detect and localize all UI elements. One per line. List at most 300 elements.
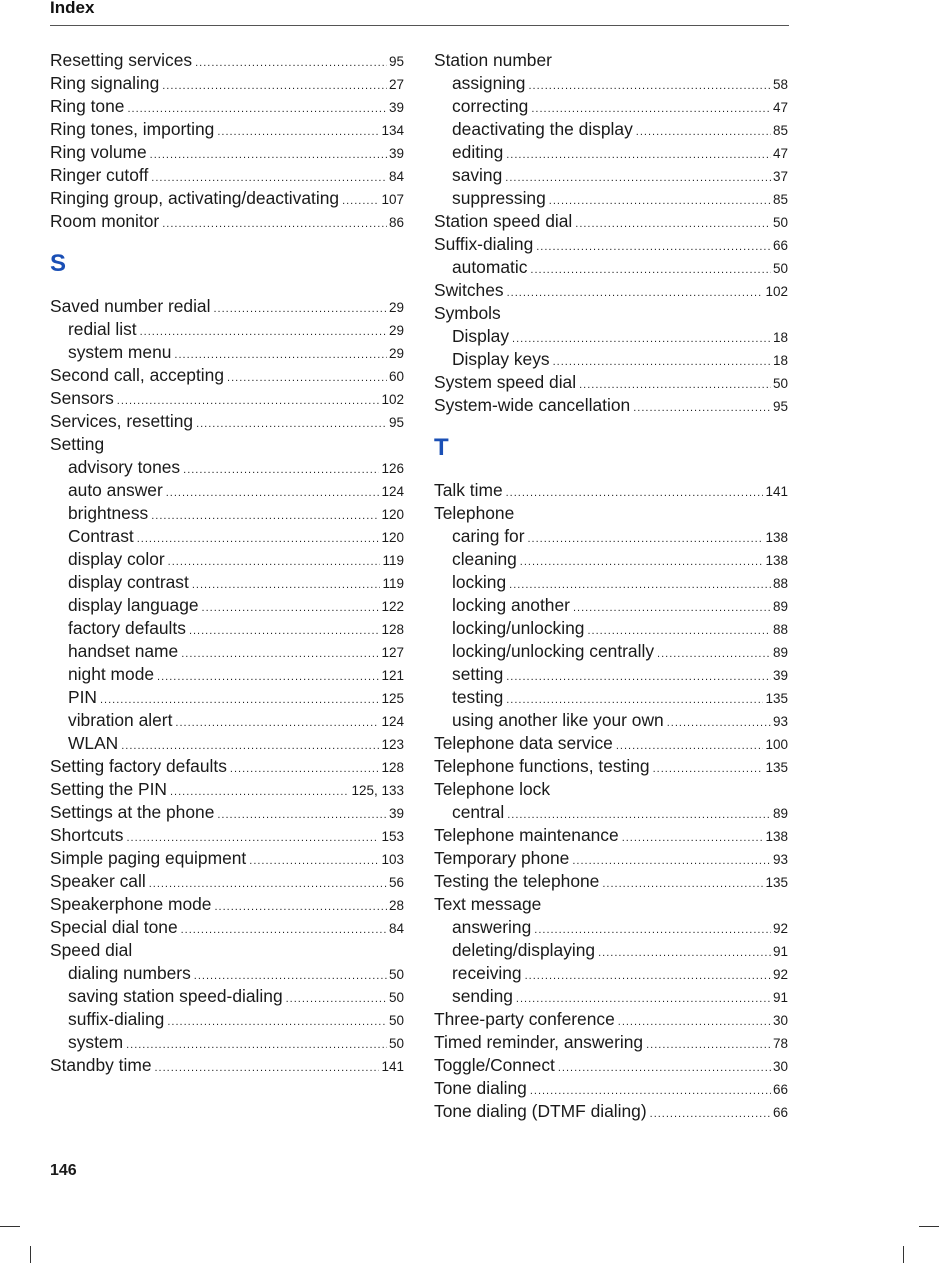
index-page-ref: 66	[772, 1105, 788, 1120]
dot-leader	[602, 873, 763, 896]
index-term: setting	[452, 664, 504, 684]
index-entry	[434, 1054, 788, 1077]
index-page-ref: 122	[381, 599, 404, 614]
index-term: Symbols	[434, 303, 501, 323]
dot-leader	[520, 551, 764, 574]
index-term: locking another	[452, 595, 570, 615]
index-entry	[434, 778, 788, 801]
index-term: Contrast	[68, 526, 134, 546]
dot-leader	[530, 259, 771, 282]
index-term: central	[452, 802, 505, 822]
index-term: brightness	[68, 503, 149, 523]
index-subentry	[434, 95, 788, 118]
index-page-ref: 138	[765, 829, 788, 844]
dot-leader	[140, 321, 387, 344]
dot-leader	[553, 351, 771, 374]
index-page-ref: 119	[382, 553, 404, 568]
index-subentry	[434, 594, 788, 617]
dot-leader	[181, 919, 387, 942]
dot-leader	[196, 413, 387, 436]
index-page-ref: 125, 133	[351, 783, 404, 798]
index-term: Standby time	[50, 1055, 152, 1075]
index-page-ref: 29	[388, 300, 404, 315]
index-page-ref: 58	[772, 77, 788, 92]
index-subentry	[50, 732, 404, 755]
index-entry	[434, 233, 788, 256]
index-subentry	[434, 164, 788, 187]
index-term: factory defaults	[68, 618, 186, 638]
index-entry	[50, 49, 404, 72]
dot-leader	[249, 850, 379, 873]
index-subentry	[50, 502, 404, 525]
index-term: display language	[68, 595, 199, 615]
index-entry	[50, 433, 404, 456]
index-page-ref: 50	[388, 1013, 404, 1028]
index-page-ref: 86	[388, 215, 404, 230]
crop-mark	[0, 1226, 20, 1227]
index-subentry	[434, 348, 788, 371]
index-subentry	[50, 640, 404, 663]
index-page-ref: 93	[772, 852, 788, 867]
index-column-right	[434, 49, 788, 1123]
index-page-ref: 127	[381, 645, 404, 660]
index-term: system menu	[68, 342, 172, 362]
index-page-ref: 121	[381, 668, 404, 683]
index-term: Display keys	[452, 349, 550, 369]
dot-leader	[214, 896, 387, 919]
index-page-ref: 135	[765, 691, 788, 706]
index-term: Telephone maintenance	[434, 825, 619, 845]
index-term: Testing the telephone	[434, 871, 600, 891]
index-term: Special dial tone	[50, 917, 178, 937]
index-term: Timed reminder, answering	[434, 1032, 644, 1052]
dot-leader	[192, 574, 381, 597]
dot-leader	[506, 144, 771, 167]
index-term: locking/unlocking centrally	[452, 641, 655, 661]
index-term: redial list	[68, 319, 137, 339]
index-term: locking	[452, 572, 507, 592]
index-term: Temporary phone	[434, 848, 570, 868]
index-page-ref: 126	[381, 461, 404, 476]
dot-leader	[525, 965, 771, 988]
dot-leader	[230, 758, 380, 781]
index-term: Telephone data service	[434, 733, 613, 753]
dot-leader	[181, 643, 379, 666]
index-subentry	[434, 663, 788, 686]
index-term: Speakerphone mode	[50, 894, 212, 914]
index-subentry	[50, 318, 404, 341]
index-page-ref: 84	[388, 169, 404, 184]
dot-leader	[213, 298, 386, 321]
index-term: answering	[452, 917, 532, 937]
dot-leader	[217, 804, 387, 827]
index-page-ref: 66	[772, 238, 788, 253]
index-term: Toggle/Connect	[434, 1055, 555, 1075]
dot-leader	[506, 482, 764, 505]
dot-leader	[573, 597, 771, 620]
index-subentry	[50, 341, 404, 364]
index-term: Text message	[434, 894, 542, 914]
dot-leader	[162, 213, 387, 236]
index-term: testing	[452, 687, 504, 707]
index-subentry	[434, 709, 788, 732]
dot-leader	[622, 827, 764, 850]
index-term: display color	[68, 549, 165, 569]
index-entry	[50, 778, 404, 801]
index-subentry	[434, 548, 788, 571]
index-subentry	[434, 118, 788, 141]
dot-leader	[598, 942, 771, 965]
index-term: Ring tone	[50, 96, 125, 116]
dot-leader	[512, 328, 771, 351]
index-page-ref: 141	[381, 1059, 404, 1074]
index-page-ref: 56	[388, 875, 404, 890]
index-entry	[434, 1008, 788, 1031]
index-subentry	[434, 571, 788, 594]
index-entry	[50, 847, 404, 870]
dot-leader	[227, 367, 387, 390]
dot-leader	[506, 666, 771, 689]
dot-leader	[137, 528, 380, 551]
index-page-ref: 95	[388, 415, 404, 430]
index-subentry	[434, 962, 788, 985]
index-page-ref: 84	[388, 921, 404, 936]
index-subentry	[434, 640, 788, 663]
index-entry	[50, 870, 404, 893]
dot-leader	[667, 712, 771, 735]
index-page-ref: 47	[772, 100, 788, 115]
index-subentry	[50, 617, 404, 640]
index-page-ref: 119	[382, 576, 404, 591]
index-term: Tone dialing	[434, 1078, 527, 1098]
index-entry	[50, 939, 404, 962]
dot-leader	[572, 850, 771, 873]
index-term: Ring signaling	[50, 73, 160, 93]
index-term: Speed dial	[50, 940, 133, 960]
index-entry	[434, 755, 788, 778]
index-page-ref: 93	[772, 714, 788, 729]
dot-leader	[183, 459, 379, 482]
index-page-ref: 124	[381, 714, 404, 729]
index-page-ref: 134	[381, 123, 404, 138]
index-page-ref: 50	[772, 261, 788, 276]
index-term: Ring volume	[50, 142, 147, 162]
index-page-ref: 18	[772, 353, 788, 368]
index-entry	[50, 410, 404, 433]
index-subentry	[50, 479, 404, 502]
crop-mark	[903, 1246, 904, 1263]
index-term: System speed dial	[434, 372, 577, 392]
index-page-ref: 91	[772, 944, 788, 959]
index-subentry	[50, 594, 404, 617]
index-term: system	[68, 1032, 124, 1052]
index-page-ref: 92	[772, 967, 788, 982]
index-page-ref: 125	[381, 691, 404, 706]
dot-leader	[202, 597, 380, 620]
index-term: Ringer cutoff	[50, 165, 149, 185]
index-term: Setting factory defaults	[50, 756, 227, 776]
index-page-ref: 39	[388, 146, 404, 161]
index-term: saving	[452, 165, 503, 185]
index-page-ref: 135	[765, 875, 788, 890]
dot-leader	[286, 988, 387, 1011]
index-term: suffix-dialing	[68, 1009, 165, 1029]
index-term: auto answer	[68, 480, 163, 500]
index-term: display contrast	[68, 572, 189, 592]
index-page-ref: 102	[381, 392, 404, 407]
index-subentry	[50, 663, 404, 686]
dot-leader	[166, 482, 380, 505]
index-term: vibration alert	[68, 710, 173, 730]
index-term: handset name	[68, 641, 179, 661]
index-subentry	[434, 187, 788, 210]
index-term: Setting the PIN	[50, 779, 167, 799]
index-entry	[50, 187, 404, 210]
index-page-ref: 30	[772, 1059, 788, 1074]
index-entry	[434, 1077, 788, 1100]
crop-mark	[30, 1246, 31, 1263]
dot-leader	[217, 121, 379, 144]
index-entry	[50, 824, 404, 847]
index-term: Three-party conference	[434, 1009, 615, 1029]
index-term: Room monitor	[50, 211, 160, 231]
index-term: Shortcuts	[50, 825, 124, 845]
dot-leader	[175, 712, 379, 735]
dot-leader	[575, 213, 771, 236]
index-term: Simple paging equipment	[50, 848, 247, 868]
index-entry	[434, 49, 788, 72]
index-term: night mode	[68, 664, 155, 684]
index-term: Settings at the phone	[50, 802, 215, 822]
index-letter-heading: T	[434, 434, 449, 461]
index-term: assigning	[452, 73, 526, 93]
index-entry	[50, 72, 404, 95]
index-page-ref: 85	[772, 192, 788, 207]
index-term: caring for	[452, 526, 525, 546]
dot-leader	[657, 643, 771, 666]
index-term: Tone dialing (DTMF dialing)	[434, 1101, 647, 1121]
index-page-ref: 138	[765, 553, 788, 568]
dot-leader	[646, 1034, 771, 1057]
index-entry	[434, 279, 788, 302]
dot-leader	[195, 52, 387, 75]
dot-leader	[549, 190, 771, 213]
index-page-ref: 50	[388, 967, 404, 982]
index-subentry	[434, 325, 788, 348]
dot-leader	[633, 397, 771, 420]
index-page-ref: 18	[772, 330, 788, 345]
index-term: Station number	[434, 50, 552, 70]
index-term: Second call, accepting	[50, 365, 225, 385]
index-entry	[434, 732, 788, 755]
header-rule	[50, 25, 789, 26]
index-subentry	[50, 962, 404, 985]
index-entry	[434, 1100, 788, 1123]
index-entry	[50, 755, 404, 778]
index-term: Resetting services	[50, 50, 193, 70]
index-subentry	[434, 801, 788, 824]
index-term: Suffix-dialing	[434, 234, 534, 254]
index-term: Setting	[50, 434, 105, 454]
index-entry	[434, 210, 788, 233]
index-page-ref: 95	[388, 54, 404, 69]
index-page-ref: 39	[388, 100, 404, 115]
index-entry	[50, 141, 404, 164]
index-term: WLAN	[68, 733, 119, 753]
index-term: receiving	[452, 963, 522, 983]
index-page-ref: 30	[772, 1013, 788, 1028]
dot-leader	[157, 666, 379, 689]
dot-leader	[155, 1057, 380, 1080]
index-page-ref: 37	[772, 169, 788, 184]
index-page-ref: 89	[772, 806, 788, 821]
index-entry	[50, 893, 404, 916]
index-page-ref: 28	[388, 898, 404, 913]
index-term: dialing numbers	[68, 963, 191, 983]
index-page-ref: 88	[772, 622, 788, 637]
dot-leader	[162, 75, 387, 98]
index-page-ref: 135	[765, 760, 788, 775]
index-term: correcting	[452, 96, 529, 116]
index-term: saving station speed-dialing	[68, 986, 283, 1006]
dot-leader	[126, 1034, 387, 1057]
index-entry	[434, 371, 788, 394]
index-term: Ring tones, importing	[50, 119, 215, 139]
index-entry	[434, 824, 788, 847]
index-entry	[50, 295, 404, 318]
index-page-ref: 50	[388, 1036, 404, 1051]
index-subentry	[434, 256, 788, 279]
index-entry	[50, 801, 404, 824]
index-term: advisory tones	[68, 457, 181, 477]
index-subentry	[50, 709, 404, 732]
index-entry	[434, 1031, 788, 1054]
dot-leader	[528, 75, 770, 98]
index-entry	[50, 164, 404, 187]
index-entry	[434, 502, 788, 525]
index-subentry	[434, 939, 788, 962]
index-page-ref: 92	[772, 921, 788, 936]
index-term: automatic	[452, 257, 528, 277]
dot-leader	[528, 528, 764, 551]
dot-leader	[650, 1103, 771, 1126]
index-subentry	[50, 571, 404, 594]
index-term: PIN	[68, 687, 97, 707]
index-subentry	[50, 686, 404, 709]
index-page-ref: 60	[388, 369, 404, 384]
dot-leader	[636, 121, 771, 144]
index-term: Telephone	[434, 503, 515, 523]
index-page-ref: 29	[388, 323, 404, 338]
dot-leader	[342, 190, 379, 213]
index-entry	[434, 479, 788, 502]
index-term: Sensors	[50, 388, 114, 408]
index-subentry	[434, 916, 788, 939]
index-page-ref: 89	[772, 645, 788, 660]
index-page-ref: 103	[381, 852, 404, 867]
index-page-ref: 89	[772, 599, 788, 614]
index-entry	[50, 210, 404, 233]
index-page-ref: 91	[772, 990, 788, 1005]
index-page-ref: 141	[765, 484, 788, 499]
index-term: cleaning	[452, 549, 517, 569]
index-page-ref: 128	[381, 622, 404, 637]
index-term: Ringing group, activating/deactivating	[50, 188, 340, 208]
index-term: Station speed dial	[434, 211, 573, 231]
index-subentry	[434, 525, 788, 548]
index-entry	[50, 364, 404, 387]
index-page-ref: 50	[772, 376, 788, 391]
index-subentry	[434, 617, 788, 640]
index-term: editing	[452, 142, 504, 162]
index-entry	[50, 118, 404, 141]
index-page-ref: 128	[381, 760, 404, 775]
index-term: sending	[452, 986, 513, 1006]
index-entry	[50, 387, 404, 410]
index-entry	[434, 847, 788, 870]
dot-leader	[653, 758, 764, 781]
dot-leader	[536, 236, 771, 259]
page-number: 146	[50, 1162, 77, 1179]
dot-leader	[167, 1011, 387, 1034]
crop-mark	[919, 1226, 939, 1227]
index-term: suppressing	[452, 188, 546, 208]
index-entry	[50, 916, 404, 939]
index-term: Telephone functions, testing	[434, 756, 650, 776]
index-page-ref: 102	[765, 284, 788, 299]
index-page-ref: 27	[388, 77, 404, 92]
index-subentry	[50, 1008, 404, 1031]
index-page-ref: 78	[772, 1036, 788, 1051]
index-page-ref: 95	[772, 399, 788, 414]
index-term: deleting/displaying	[452, 940, 596, 960]
index-term: Services, resetting	[50, 411, 194, 431]
index-term: locking/unlocking	[452, 618, 585, 638]
index-entry	[434, 870, 788, 893]
index-entry	[50, 95, 404, 118]
index-entry	[50, 1054, 404, 1077]
index-page-ref: 29	[388, 346, 404, 361]
index-page-ref: 124	[381, 484, 404, 499]
index-page-ref: 107	[381, 192, 404, 207]
index-page-ref: 88	[772, 576, 788, 591]
index-page-ref: 153	[381, 829, 404, 844]
index-subentry	[434, 985, 788, 1008]
index-term: Talk time	[434, 480, 503, 500]
index-subentry	[50, 1031, 404, 1054]
index-term: Telephone lock	[434, 779, 551, 799]
dot-leader	[507, 282, 764, 305]
index-term: deactivating the display	[452, 119, 633, 139]
index-term: Switches	[434, 280, 504, 300]
index-subentry	[50, 456, 404, 479]
running-head-title: Index	[50, 0, 95, 17]
index-page-ref: 138	[765, 530, 788, 545]
index-page-ref: 120	[381, 507, 404, 522]
index-term: Display	[452, 326, 510, 346]
index-page-ref: 50	[388, 990, 404, 1005]
index-subentry	[50, 548, 404, 571]
index-term: Saved number redial	[50, 296, 211, 316]
index-term: Speaker call	[50, 871, 146, 891]
index-page-ref: 120	[381, 530, 404, 545]
index-page-ref: 100	[765, 737, 788, 752]
index-entry	[434, 893, 788, 916]
index-page-ref: 85	[772, 123, 788, 138]
index-term: System-wide cancellation	[434, 395, 631, 415]
dot-leader	[189, 620, 380, 643]
index-page-ref: 50	[772, 215, 788, 230]
